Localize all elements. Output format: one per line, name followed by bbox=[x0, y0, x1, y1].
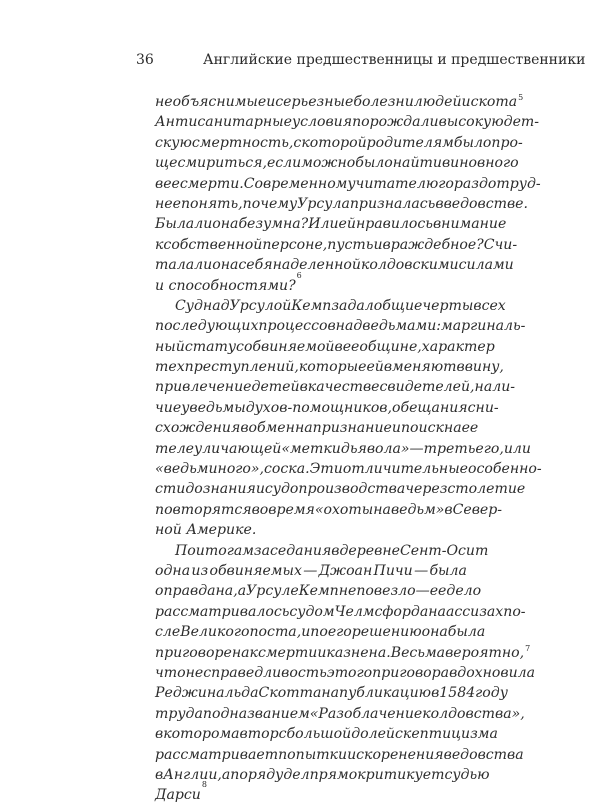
text-line: тех преступлений, которые ей вменяют в вину, bbox=[155, 359, 504, 376]
footnote-marker: 8 bbox=[201, 780, 207, 790]
text-line: тала ли она себя наделенной колдовскими силами bbox=[155, 257, 514, 274]
footnote-marker: 6 bbox=[296, 270, 302, 280]
text-line: приговорена к смерти и казнена. Весьма вероятно,$^7$ bbox=[155, 643, 531, 661]
body-text bbox=[155, 92, 542, 806]
text-line: привлечение детей в качестве свидетелей, нали- bbox=[155, 379, 516, 396]
text-line: Была ли она безумна? Или ей нравилось внимание bbox=[155, 216, 507, 233]
text-line: ще смириться, если можно было найти виновного bbox=[155, 155, 519, 172]
text-line: теле уличающей «метки дьявола» — третьего, или bbox=[155, 440, 531, 457]
text-line: рассматривает попытки искоренения ведовства bbox=[155, 746, 524, 763]
text-line: схождения в обмен на признание и поиск на ее bbox=[155, 420, 479, 437]
text-line: одна из обвиняемых — Джоан Пичи — была bbox=[155, 562, 467, 579]
text-line: последующих процессов над ведьмами: маргиналь- bbox=[155, 318, 526, 335]
text-line: и способностями? 6 bbox=[155, 276, 467, 296]
text-line: Антисанитарные условия порождали высокую дет- bbox=[155, 114, 540, 131]
text-line: что несправедливость этого приговора вдохновила bbox=[155, 664, 536, 681]
text-line: в ее смерти. Современному читателю гораздо труд- bbox=[155, 175, 541, 192]
text-line: необъяснимые и серьезные болезни людей и скота$^5$ bbox=[155, 93, 524, 110]
text-line: чие у ведьмы духов-помощников, обещания сни- bbox=[155, 399, 499, 416]
text-line: к собственной персоне, пусть и враждебное? Счи- bbox=[155, 236, 518, 253]
text-line: повторятся во время «охоты на ведьм» в Север- bbox=[155, 501, 503, 518]
text-line: «ведьминого», соска. Эти отличительные особенно- bbox=[155, 461, 542, 478]
paragraph bbox=[155, 296, 542, 541]
text-line: По итогам заседания в деревне Сент-Осит bbox=[175, 542, 489, 559]
page-number: 36 bbox=[136, 52, 154, 68]
running-header bbox=[0, 48, 600, 72]
text-line: оправдана, а Урсуле Кемп не повезло — ее дело bbox=[155, 583, 482, 600]
footnote-marker: 7 bbox=[525, 643, 531, 653]
text-line: Дарси 8 bbox=[155, 785, 467, 805]
text-line: ной Америке. bbox=[155, 522, 257, 539]
text-line: труда под названием «Разоблачение колдовства», bbox=[155, 705, 525, 722]
text-line: нее понять, почему Урсула призналась в ведовстве. bbox=[155, 195, 529, 212]
text-line: сти дознания и судопроизводства через столетие bbox=[155, 481, 526, 498]
text-line: в котором автор с большой долей скептицизма bbox=[155, 726, 498, 743]
text-line: ный статус обвиняемой в ее общине, характер bbox=[155, 338, 495, 355]
text-line: рассматривалось судом Челмсфорда на ассизах по- bbox=[155, 603, 526, 620]
text-line: Суд над Урсулой Кемп задал общие черты всех bbox=[175, 297, 506, 314]
text-line: сле Великого поста, и по его решению она была bbox=[155, 624, 486, 641]
footnote-marker: 5 bbox=[518, 93, 524, 102]
text-line: в Англии, а по ряду дел прямо критикует судью bbox=[155, 766, 490, 783]
paragraph bbox=[155, 92, 541, 296]
running-title: Английские предшественницы и предшественники bbox=[203, 52, 586, 68]
text-line: Реджинальда Скотта на публикацию в 1584 году bbox=[155, 685, 508, 702]
paragraph bbox=[155, 541, 536, 806]
text-line: скую смертность, с которой родителям было про- bbox=[155, 134, 523, 151]
